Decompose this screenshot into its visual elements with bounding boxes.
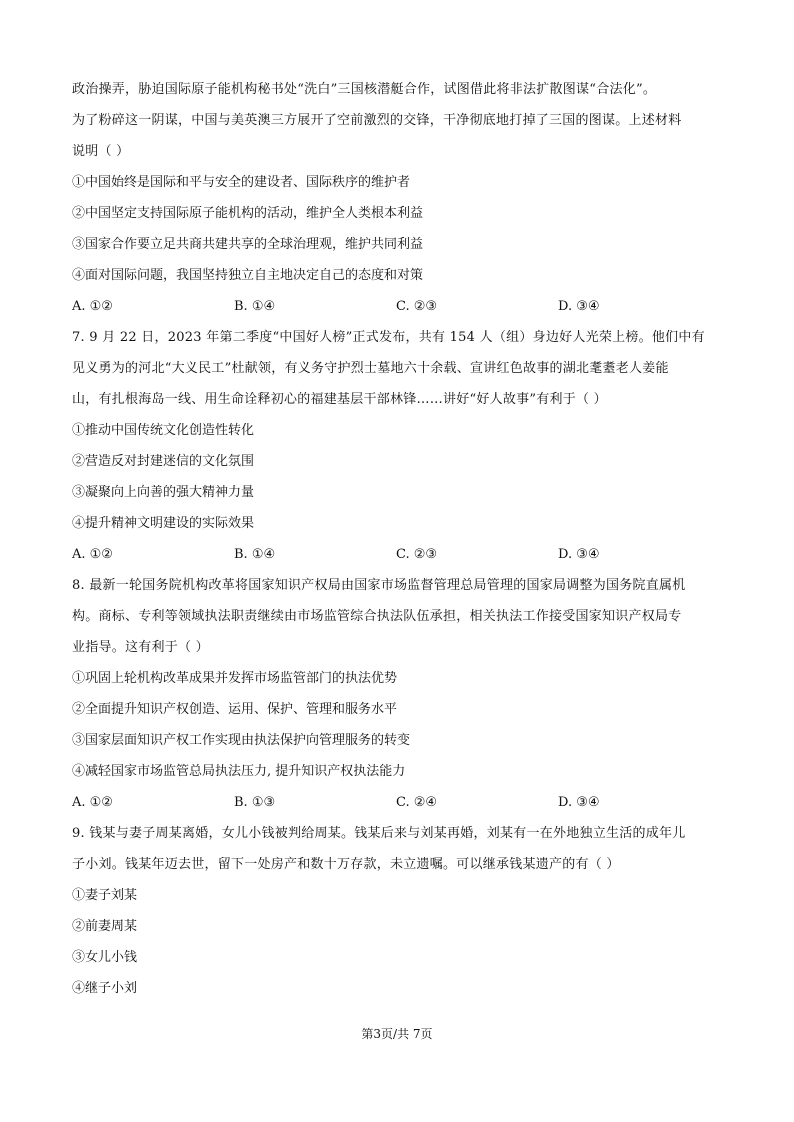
statement-item: ④提升精神文明建设的实际效果 [72,516,255,531]
question-stem-line: 子小刘。钱某年迈去世，留下一处房产和数十万存款，未立遗嘱。可以继承钱某遗产的有（ ） [72,857,620,872]
option-d[interactable]: D. ③④ [558,795,600,810]
question-stem-line: 业指导。这有利于（ ） [72,640,209,655]
statement-item: ①妻子刘某 [72,888,138,903]
question-9 [72,818,728,1004]
page-number-footer: 第3页/共 7页 [361,1027,433,1041]
option-b[interactable]: B. ①④ [234,547,276,562]
question-stem-line: 山，有扎根海岛一线、用生命诠释初心的福建基层干部林锋……讲好“好人故事”有利于（ ） [72,392,607,407]
statement-item: ①推动中国传统文化创造性转化 [72,423,255,438]
statement-item: ③凝聚向上向善的强大精神力量 [72,485,255,500]
option-b[interactable]: B. ①④ [234,299,276,314]
statement-item: ①巩固上轮机构改革成果并发挥市场监管部门的执法优势 [72,671,398,686]
page-content [72,74,728,1004]
option-b[interactable]: B. ①③ [234,795,276,810]
statement-item: ①中国始终是国际和平与安全的建设者、国际秩序的维护者 [72,175,411,190]
question-stem-line: 见义勇为的河北“大义民工”杜献领，有义务守护烈士墓地六十余载、宣讲红色故事的湖北耄耋老人姜能 [72,361,669,376]
option-c[interactable]: C. ②③ [396,547,438,562]
option-a[interactable]: A. ①② [72,547,113,562]
question-stem-line: 为了粉碎这一阴谋，中国与美英澳三方展开了空前激烈的交锋，干净彻底地打掉了三国的图谋。上述材料 [72,113,682,128]
question-stem-line: 构。商标、专利等领域执法职责继续由市场监管综合执法队伍承担，相关执法工作接受国家知识产权局专 [72,609,682,624]
question-8 [72,570,728,818]
answer-options [72,539,728,570]
question-stem-line: 政治操弄，胁迫国际原子能机构秘书处“洗白”三国核潜艇合作，试图借此将非法扩散图谋“合法化”。 [72,82,657,97]
statement-item: ②营造反对封建迷信的文化氛围 [72,454,255,469]
answer-options [72,787,728,818]
option-d[interactable]: D. ③④ [558,299,600,314]
statement-item: ②中国坚定支持国际原子能机构的活动，维护全人类根本利益 [72,206,424,221]
option-d[interactable]: D. ③④ [558,547,600,562]
statement-item: ④面对国际问题，我国坚持独立自主地决定自己的态度和对策 [72,268,424,283]
answer-options [72,291,728,322]
statement-item: ②前妻周某 [72,919,138,934]
option-a[interactable]: A. ①② [72,795,113,810]
option-a[interactable]: A. ①② [72,299,113,314]
statement-item: ④继子小刘 [72,981,138,996]
statement-item: ④减轻国家市场监管总局执法压力, 提升知识产权执法能力 [72,764,406,779]
question-stem-line: 8. 最新一轮国务院机构改革将国家知识产权局由国家市场监督管理总局管理的国家局调整为国务院直属机 [72,578,686,593]
question-stem-line: 9. 钱某与妻子周某离婚，女儿小钱被判给周某。钱某后来与刘某再婚，刘某有一在外地独立生活的成年儿 [72,826,686,841]
question-7 [72,322,728,570]
question-stem-line: 7. 9 月 22 日，2023 年第二季度“中国好人榜”正式发布，共有 154 人（组）身边好人光荣上榜。他们中有 [72,330,705,345]
statement-item: ③国家层面知识产权工作实现由执法保护向管理服务的转变 [72,733,411,748]
option-c[interactable]: C. ②④ [396,795,438,810]
question-stem-line: 说明（ ） [72,144,130,159]
statement-item: ③女儿小钱 [72,950,138,965]
option-c[interactable]: C. ②③ [396,299,438,314]
statement-item: ③国家合作要立足共商共建共享的全球治理观，维护共同利益 [72,237,424,252]
statement-item: ②全面提升知识产权创造、运用、保护、管理和服务水平 [72,702,398,717]
question-6 [72,74,728,322]
